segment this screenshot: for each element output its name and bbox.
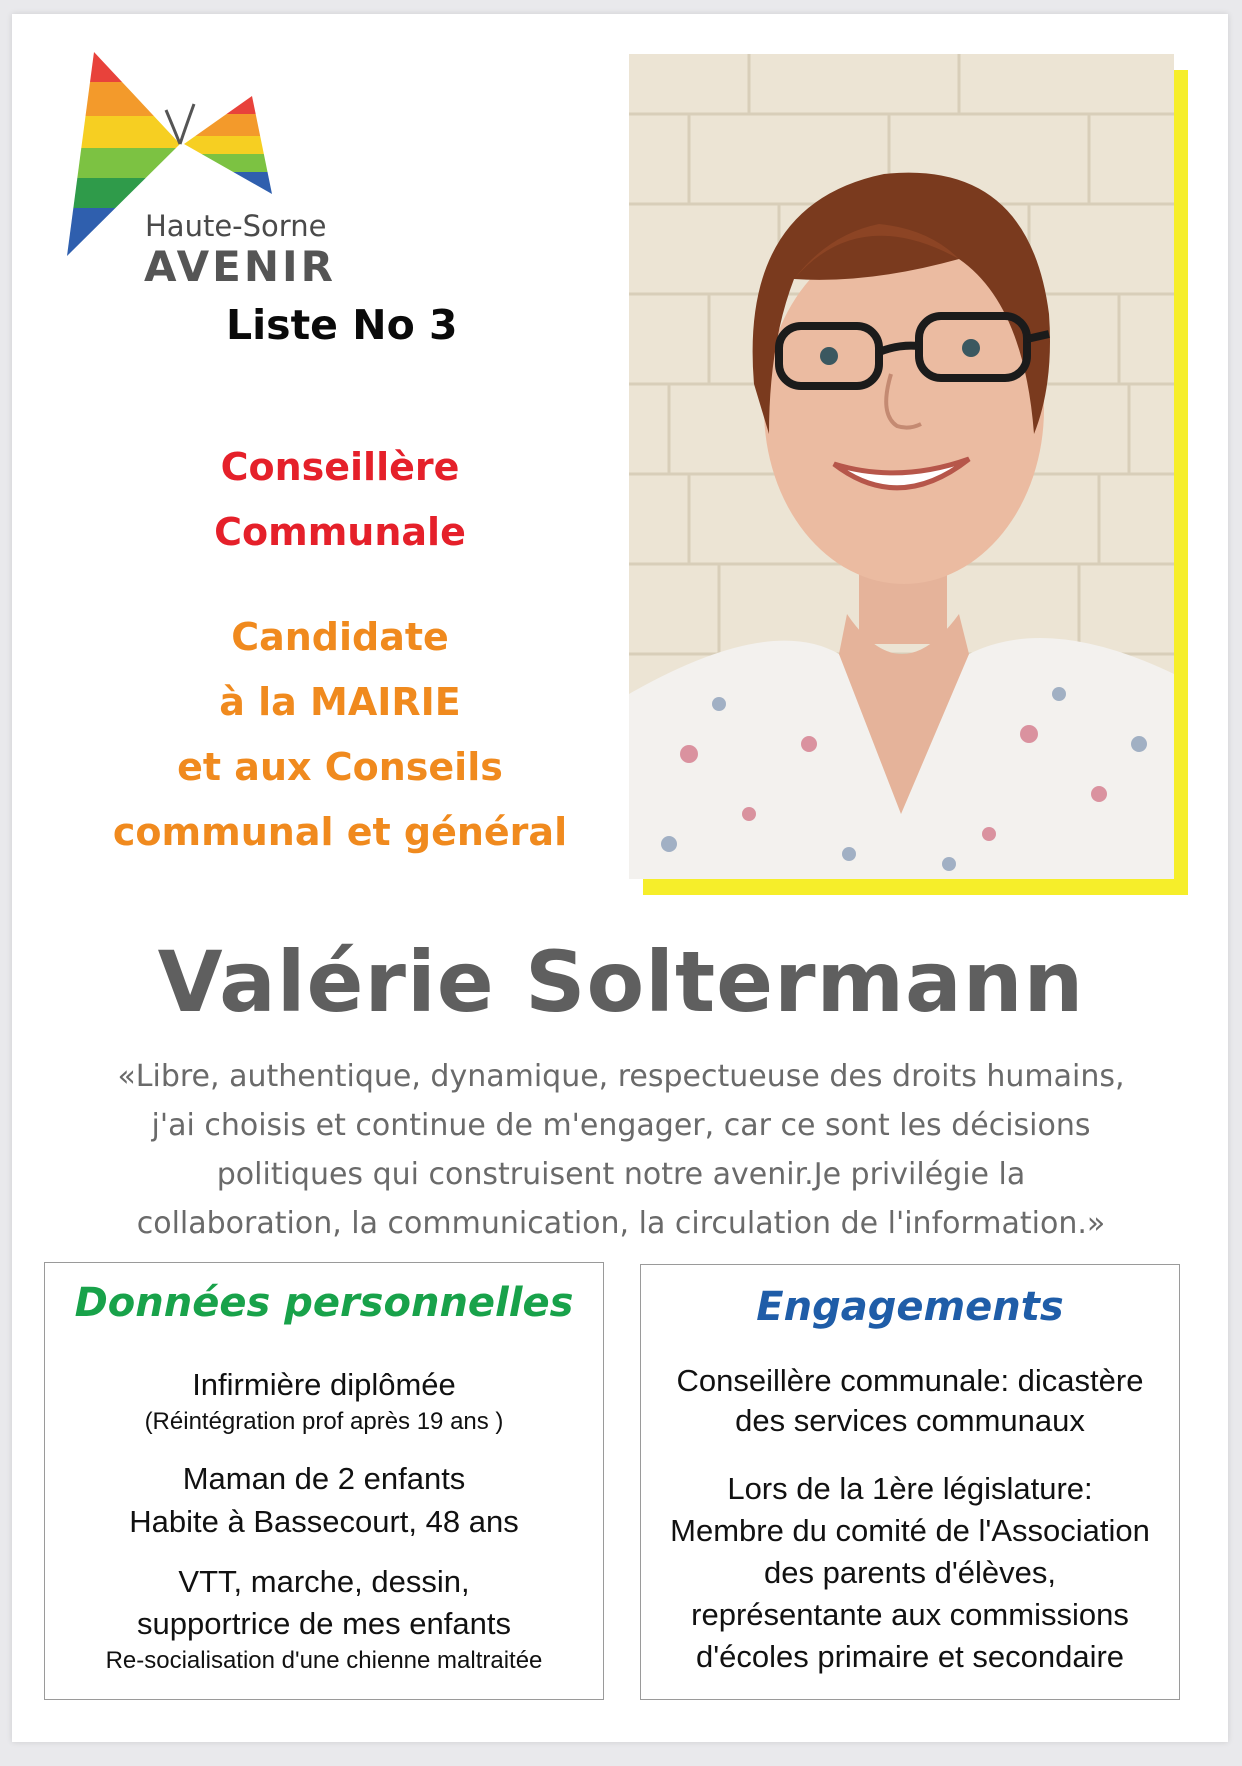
role-line: Communale bbox=[214, 510, 466, 554]
quote-line: collaboration, la communication, la circulation de l'information.» bbox=[136, 1206, 1106, 1241]
hobbies-text: VTT, marche, dessin, bbox=[178, 1564, 470, 1599]
engagement-line: des services communaux bbox=[735, 1403, 1085, 1438]
portrait-illustration bbox=[629, 54, 1174, 879]
personal-data-box bbox=[44, 1262, 604, 1700]
candidacy-line: Candidate bbox=[231, 615, 449, 659]
residence-text: Habite à Bassecourt, 48 ans bbox=[129, 1504, 519, 1539]
candidate-name: Valérie Soltermann bbox=[157, 933, 1085, 1031]
candidacy-line: et aux Conseils bbox=[177, 745, 503, 789]
quote-line: «Libre, authentique, dynamique, respectueuse des droits humains, bbox=[117, 1059, 1125, 1094]
engagement-line: représentante aux commissions bbox=[691, 1597, 1129, 1632]
candidacy-line: à la MAIRIE bbox=[219, 680, 461, 724]
engagement-line: Conseillère communale: dicastère bbox=[676, 1363, 1144, 1398]
engagement-line: Membre du comité de l'Association bbox=[670, 1513, 1150, 1548]
engagement-line: des parents d'élèves, bbox=[764, 1555, 1056, 1590]
hobbies-text: supportrice de mes enfants bbox=[137, 1606, 511, 1641]
job-note: (Réintégration prof après 19 ans ) bbox=[144, 1408, 504, 1435]
role-line: Conseillère bbox=[220, 445, 460, 489]
personal-data-body bbox=[45, 1365, 603, 1678]
engagements-box bbox=[640, 1264, 1180, 1700]
candidate-quote bbox=[48, 1052, 1194, 1248]
engagement-line: d'écoles primaire et secondaire bbox=[695, 1639, 1125, 1674]
hobbies-note: Re-socialisation d'une chienne maltraitée bbox=[105, 1647, 543, 1674]
logo-line1: Haute-Sorne bbox=[145, 209, 327, 243]
current-role bbox=[100, 435, 580, 565]
engagements-title: Engagements bbox=[756, 1284, 1064, 1330]
family-text: Maman de 2 enfants bbox=[182, 1461, 466, 1496]
candidate-photo bbox=[629, 54, 1174, 879]
job-text: Infirmière diplômée bbox=[192, 1367, 456, 1402]
personal-data-title: Données personnelles bbox=[74, 1280, 574, 1326]
engagement-line: Lors de la 1ère législature: bbox=[727, 1471, 1093, 1506]
list-number: Liste No 3 bbox=[226, 301, 458, 349]
candidacy-line: communal et général bbox=[112, 810, 568, 854]
logo-line2: AVENIR bbox=[144, 242, 336, 291]
engagements-body bbox=[641, 1361, 1179, 1677]
quote-line: politiques qui construisent notre avenir.Je privilégie la bbox=[216, 1157, 1026, 1192]
candidacy bbox=[100, 605, 580, 865]
quote-line: j'ai choisis et continue de m'engager, car ce sont les décisions bbox=[151, 1108, 1091, 1143]
